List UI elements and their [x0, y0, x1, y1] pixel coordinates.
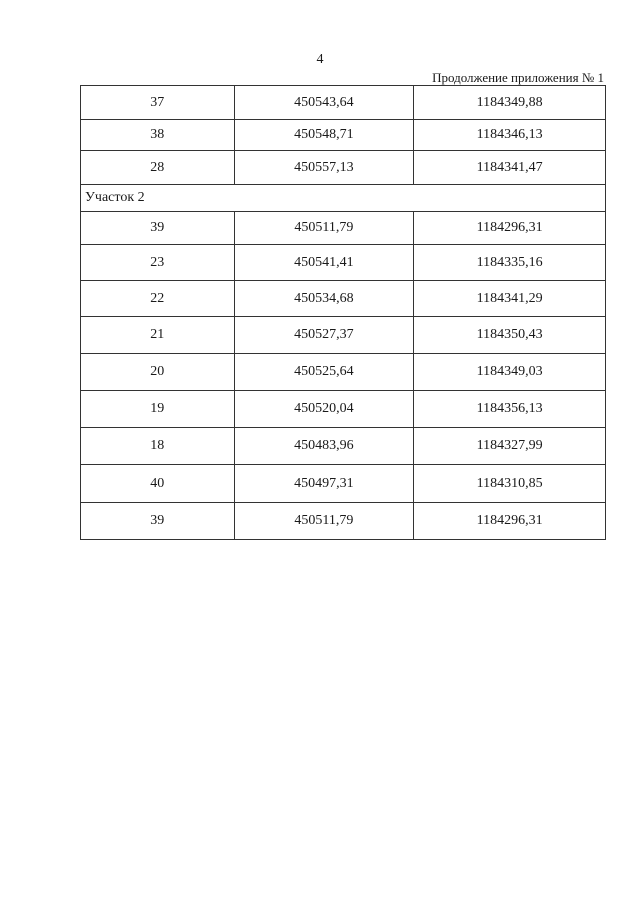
- table-row: [81, 245, 606, 281]
- point-number-cell: 39: [81, 503, 235, 540]
- y-coordinate-cell: 1184310,85: [414, 465, 606, 503]
- y-coordinate-cell: 1184350,43: [414, 317, 606, 354]
- table-row: [81, 281, 606, 317]
- point-number-cell: 38: [81, 120, 235, 151]
- x-coordinate-cell: 450527,37: [234, 317, 414, 354]
- x-coordinate-cell: 450541,41: [234, 245, 414, 281]
- y-coordinate-cell: 1184356,13: [414, 391, 606, 428]
- y-coordinate-cell: 1184327,99: [414, 428, 606, 465]
- table-row: [81, 86, 606, 120]
- point-number-cell: 20: [81, 354, 235, 391]
- section-label: Участок 2: [81, 185, 606, 212]
- y-coordinate-cell: 1184296,31: [414, 212, 606, 245]
- table-row: [81, 503, 606, 540]
- y-coordinate-cell: 1184349,03: [414, 354, 606, 391]
- point-number-cell: 40: [81, 465, 235, 503]
- y-coordinate-cell: 1184296,31: [414, 503, 606, 540]
- table-row: [81, 317, 606, 354]
- point-number-cell: 28: [81, 151, 235, 185]
- y-coordinate-cell: 1184341,47: [414, 151, 606, 185]
- x-coordinate-cell: 450543,64: [234, 86, 414, 120]
- coordinates-table: [80, 85, 606, 540]
- table-row: [81, 151, 606, 185]
- y-coordinate-cell: 1184335,16: [414, 245, 606, 281]
- table-row: [81, 465, 606, 503]
- point-number-cell: 39: [81, 212, 235, 245]
- appendix-continuation-label: Продолжение приложения № 1: [432, 70, 604, 85]
- x-coordinate-cell: 450534,68: [234, 281, 414, 317]
- section-header-row: [81, 185, 606, 212]
- x-coordinate-cell: 450483,96: [234, 428, 414, 465]
- y-coordinate-cell: 1184341,29: [414, 281, 606, 317]
- table-row: [81, 354, 606, 391]
- x-coordinate-cell: 450557,13: [234, 151, 414, 185]
- point-number-cell: 18: [81, 428, 235, 465]
- point-number-cell: 21: [81, 317, 235, 354]
- point-number-cell: 22: [81, 281, 235, 317]
- x-coordinate-cell: 450497,31: [234, 465, 414, 503]
- point-number-cell: 23: [81, 245, 235, 281]
- table-row: [81, 428, 606, 465]
- x-coordinate-cell: 450511,79: [234, 503, 414, 540]
- x-coordinate-cell: 450511,79: [234, 212, 414, 245]
- point-number-cell: 37: [81, 86, 235, 120]
- point-number-cell: 19: [81, 391, 235, 428]
- table-row: [81, 391, 606, 428]
- page-number: 4: [316, 52, 324, 67]
- y-coordinate-cell: 1184346,13: [414, 120, 606, 151]
- x-coordinate-cell: 450520,04: [234, 391, 414, 428]
- x-coordinate-cell: 450525,64: [234, 354, 414, 391]
- table-row: [81, 212, 606, 245]
- table-row: [81, 120, 606, 151]
- y-coordinate-cell: 1184349,88: [414, 86, 606, 120]
- x-coordinate-cell: 450548,71: [234, 120, 414, 151]
